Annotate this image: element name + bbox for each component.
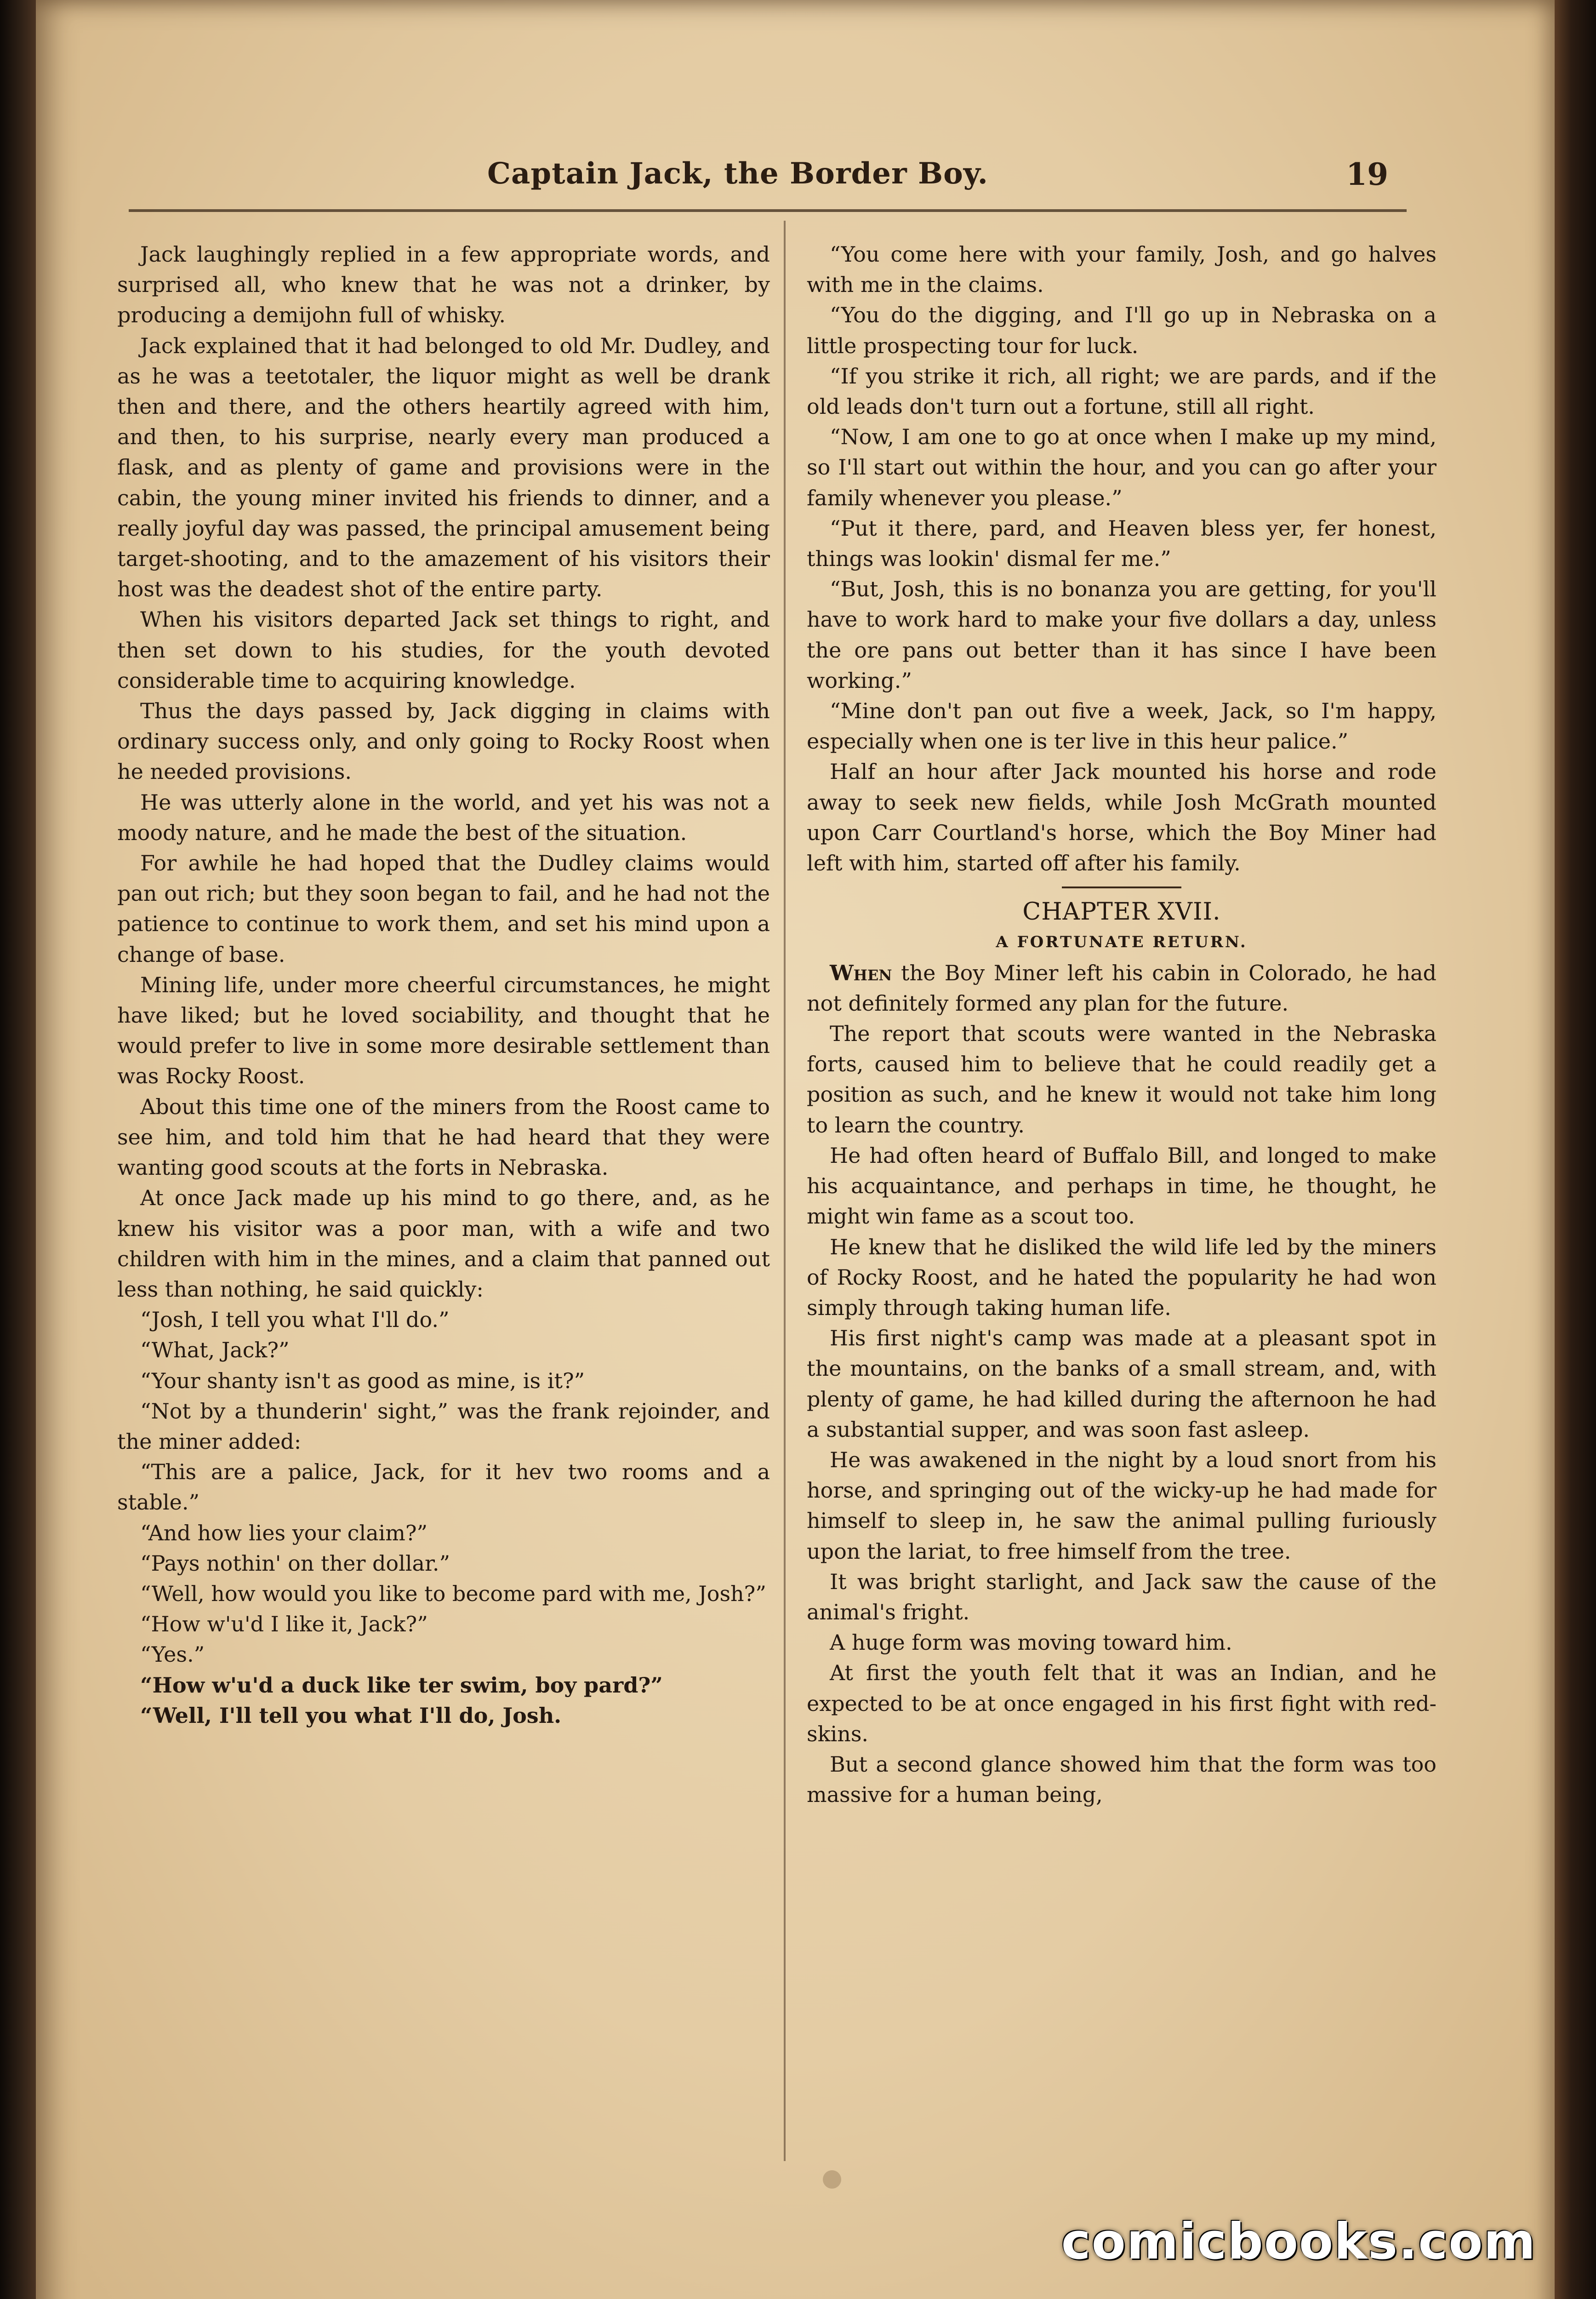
paragraph: At first the youth felt that it was an Indian, and he expected to be at once engaged in his first fight with red-skins.: [807, 1660, 1436, 1746]
paragraph: “How w'u'd a duck like ter swim, boy pard?”: [140, 1672, 663, 1698]
ink-stain: [823, 2170, 841, 2189]
paragraph: But a second glance showed him that the form was too massive for a human being,: [807, 1751, 1436, 1807]
paragraph: “Well, I'll tell you what I'll do, Josh.: [140, 1703, 562, 1728]
paragraph: He was awakened in the night by a loud snort from his horse, and springing out of the wicky-up he had made for himself to sleep in, he saw the animal pulling furiously upon the lariat, to free himself from the tree.: [807, 1447, 1436, 1564]
paragraph: “Mine don't pan out five a week, Jack, so I'm happy, especially when one is ter live in this heur palice.”: [807, 698, 1436, 754]
paragraph: “What, Jack?”: [140, 1338, 290, 1363]
chapter-rule: [1062, 886, 1181, 888]
paragraph: “Now, I am one to go at once when I make up my mind, so I'll start out within the hour, and you can go after your family whenever you please.”: [807, 424, 1436, 510]
running-header: [120, 152, 1430, 198]
chapter-heading: CHAPTER XVII.: [1022, 898, 1221, 926]
chapter-first-paragraph: [807, 958, 1436, 1018]
page-number: 19: [1346, 156, 1388, 192]
paragraph: The report that scouts were wanted in the Nebraska forts, caused him to believe that he could readily get a position as such, and he knew it would not take him long to learn the country.: [807, 1021, 1436, 1138]
header-title: Captain Jack, the Border Boy.: [487, 156, 988, 191]
paragraph: At once Jack made up his mind to go there, and, as he knew his visitor was a poor man, with a wife and two children with him in the mines, and a claim that panned out less than nothing, he said quickly:: [117, 1185, 770, 1302]
paragraph-text: the Boy Miner left his cabin in Colorado, he had not definitely formed any plan for the future.: [807, 960, 1436, 1016]
paragraph: “Yes.”: [140, 1642, 205, 1667]
paragraph: “If you strike it rich, all right; we are pards, and if the old leads don't turn out a fortune, still all right.: [807, 363, 1436, 419]
paragraph: Mining life, under more cheerful circumstances, he might have liked; but he loved sociability, and thought that he would prefer to live in some more desirable settlement than was Rocky Roost.: [117, 972, 770, 1089]
paragraph: “And how lies your claim?”: [140, 1520, 428, 1545]
right-column: [807, 239, 1436, 2170]
paragraph: When his visitors departed Jack set things to right, and then set down to his studies, for the youth devoted considerable time to acquiring knowledge.: [117, 607, 770, 693]
paragraph: “You come here with your family, Josh, and go halves with me in the claims.: [807, 242, 1436, 297]
chapter-title: A FORTUNATE RETURN.: [996, 933, 1248, 952]
page-right-edge: [1555, 0, 1596, 2299]
dropcap-word: When: [830, 960, 892, 985]
paragraph: “Your shanty isn't as good as mine, is it?”: [140, 1368, 585, 1393]
paragraph: Jack explained that it had belonged to old Mr. Dudley, and as he was a teetotaler, the liquor might as well be drank then and there, and the others heartily agreed with him, and then, to his surprise, nearly every man produced a flask, and as plenty of game and provisions were in the cabin, the young miner invited his friends to dinner, and a really joyful day was passed, the principal amusement being target-shooting, and to the amazement of his visitors their host was the deadest shot of the entire party.: [117, 333, 770, 602]
paragraph: “How w'u'd I like it, Jack?”: [140, 1612, 428, 1637]
paragraph: “You do the digging, and I'll go up in Nebraska on a little prospecting tour for luck.: [807, 303, 1436, 358]
paragraph: He was utterly alone in the world, and yet his was not a moody nature, and he made the best of the situation.: [117, 789, 770, 845]
paragraph: Jack laughingly replied in a few appropriate words, and surprised all, who knew that he was not a drinker, by producing a demijohn full of whisky.: [117, 242, 770, 328]
paragraph: About this time one of the miners from the Roost came to see him, and told him that he had heard that they were wanting good scouts at the forts in Nebraska.: [117, 1094, 770, 1180]
paragraph: “But, Josh, this is no bonanza you are getting, for you'll have to work hard to make your five dollars a day, unless the ore pans out better than it has since I have been working.”: [807, 577, 1436, 693]
site-watermark: comicbooks.com: [1061, 2213, 1536, 2270]
paragraph: A huge form was moving toward him.: [830, 1630, 1232, 1655]
paragraph: Half an hour after Jack mounted his horse and rode away to seek new fields, while Josh McGrath mounted upon Carr Courtland's horse, which the Boy Miner had left with him, started off after his family.: [807, 759, 1436, 876]
left-column: [117, 239, 770, 2170]
paragraph: It was bright starlight, and Jack saw the cause of the animal's fright.: [807, 1569, 1436, 1624]
paragraph: “Pays nothin' on ther dollar.”: [140, 1550, 450, 1576]
paragraph: Thus the days passed by, Jack digging in claims with ordinary success only, and only going to Rocky Roost when he needed provisions.: [117, 698, 770, 784]
paragraph: His first night's camp was made at a pleasant spot in the mountains, on the banks of a small stream, and, with plenty of game, he had killed during the afternoon he had a substantial supper, and was soon fast asleep.: [807, 1326, 1436, 1442]
paragraph: He had often heard of Buffalo Bill, and longed to make his acquaintance, and perhaps in time, he thought, he might win fame as a scout too.: [807, 1143, 1436, 1229]
paragraph: “Not by a thunderin' sight,” was the frank rejoinder, and the miner added:: [117, 1398, 770, 1454]
header-rule: [129, 209, 1407, 212]
paragraph: He knew that he disliked the wild life led by the miners of Rocky Roost, and he hated the popularity he had won simply through taking human life.: [807, 1234, 1436, 1320]
paragraph: “Well, how would you like to become pard with me, Josh?”: [140, 1581, 766, 1606]
column-divider: [784, 221, 786, 2161]
paragraph: For awhile he had hoped that the Dudley claims would pan out rich; but they soon began to fail, and he had not the patience to continue to work them, and set his mind upon a change of base.: [117, 851, 770, 967]
paragraph: “Josh, I tell you what I'll do.”: [140, 1307, 450, 1333]
book-binding-edge: [0, 0, 36, 2299]
paragraph: “Put it there, pard, and Heaven bless yer, fer honest, things was lookin' dismal fer me.”: [807, 515, 1436, 572]
paragraph: “This are a palice, Jack, for it hev two rooms and a stable.”: [117, 1459, 770, 1515]
